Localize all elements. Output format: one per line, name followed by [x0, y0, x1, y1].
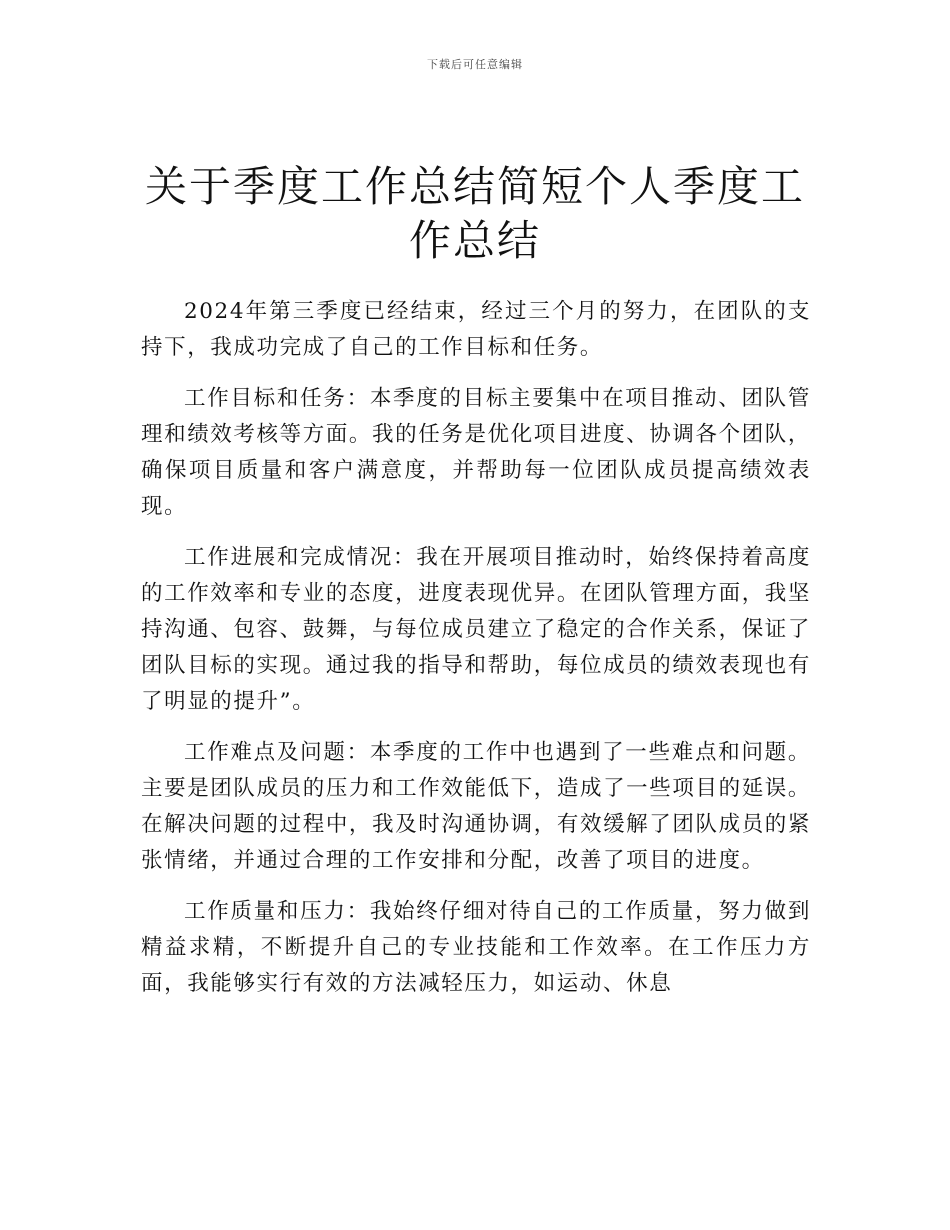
document-title: 关于季度工作总结简短个人季度工作总结: [144, 162, 805, 265]
paragraph-difficulties: 工作难点及问题：本季度的工作中也遇到了一些难点和问题。主要是团队成员的压力和工作效能低下，造成了一些项目的延误。在解决问题的过程中，我及时沟通协调，有效缓解了团队成员的紧张情绪，并通过合理的工作安排和分配，改善了项目的进度。: [141, 740, 811, 873]
header-note: 下载后可任意编辑: [427, 58, 523, 71]
paragraph-intro: 2024年第三季度已经结束，经过三个月的努力，在团队的支持下，我成功完成了自己的工作目标和任务。: [141, 299, 811, 360]
document-body: [141, 294, 811, 1017]
paragraph-goals-tasks: 工作目标和任务：本季度的目标主要集中在项目推动、团队管理和绩效考核等方面。我的任务是优化项目进度、协调各个团队，确保项目质量和客户满意度，并帮助每一位团队成员提高绩效表现。: [141, 386, 811, 519]
paragraph-progress: 工作进展和完成情况：我在开展项目推动时，始终保持着高度的工作效率和专业的态度，进度表现优异。在团队管理方面，我坚持沟通、包容、鼓舞，与每位成员建立了稳定的合作关系，保证了团队目标的实现。通过我的指导和帮助，每位成员的绩效表现也有了明显的提升”。: [141, 545, 811, 714]
paragraph-quality-pressure: 工作质量和压力：我始终仔细对待自己的工作质量，努力做到精益求精，不断提升自己的专业技能和工作效率。在工作压力方面，我能够实行有效的方法减轻压力，如运动、休息: [141, 899, 811, 996]
